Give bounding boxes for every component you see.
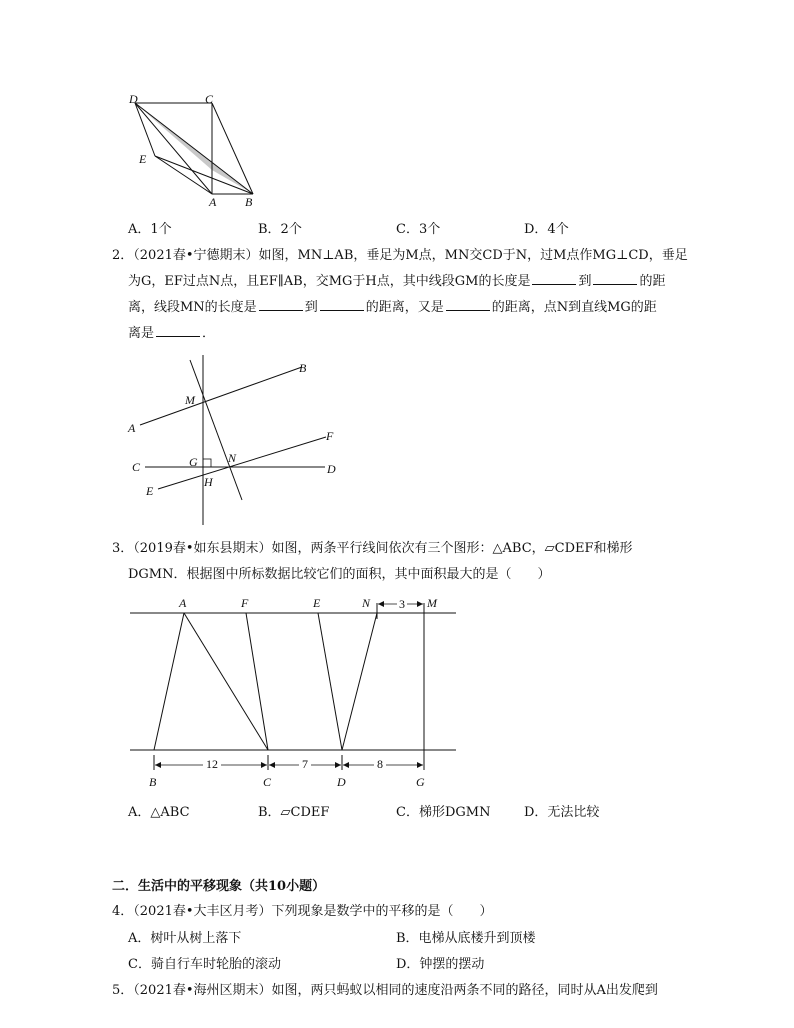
fig3-label-E: E bbox=[313, 596, 321, 610]
q3-option-c: C．梯形DGMN bbox=[396, 805, 491, 820]
fig2-label-N: N bbox=[228, 451, 237, 465]
fig1-label-E: E bbox=[139, 152, 147, 166]
fig3-label-B: B bbox=[149, 775, 157, 789]
q2-line-4 bbox=[128, 322, 215, 341]
q2-blank-3[interactable] bbox=[259, 298, 303, 311]
figure-3-diagram bbox=[130, 595, 460, 795]
fig3-label-D: D bbox=[337, 775, 346, 789]
fig2-label-D: D bbox=[327, 462, 336, 476]
q3-option-b: B．▱CDEF bbox=[258, 805, 330, 820]
fig3-label-N: N bbox=[362, 596, 371, 610]
q2-line-3 bbox=[128, 296, 657, 315]
q2-text-dist: 的距 bbox=[639, 274, 666, 289]
q1-option-a: A．1个 bbox=[128, 222, 172, 237]
fig3-label-A: A bbox=[179, 596, 187, 610]
q5-stem: 5．（2021春•海州区期末）如图，两只蚂蚁以相同的速度沿两条不同的路径，同时从A出发爬到 bbox=[112, 983, 658, 998]
q2-text-to: 到 bbox=[578, 274, 592, 289]
fig2-label-F: F bbox=[326, 429, 334, 443]
q1-option-c: C．3个 bbox=[396, 222, 441, 237]
fig2-label-A: A bbox=[128, 421, 136, 435]
fig3-measure-8: 8 bbox=[374, 757, 386, 772]
q4-option-c: C．骑自行车时轮胎的滚动 bbox=[128, 957, 281, 972]
q3-line-2: DGMN．根据图中所标数据比较它们的面积，其中面积最大的是（ ） bbox=[128, 567, 551, 582]
q4-option-a: A．树叶从树上落下 bbox=[128, 931, 242, 946]
q2-blank-5[interactable] bbox=[446, 298, 490, 311]
fig2-label-G: G bbox=[189, 455, 198, 469]
fig3-measure-12: 12 bbox=[203, 757, 221, 772]
figure-2-diagram bbox=[120, 355, 350, 530]
section-heading-2: 二．生活中的平移现象（共10小题） bbox=[112, 879, 326, 894]
q4-option-d: D．钟摆的摆动 bbox=[396, 957, 485, 972]
q2-text-mn: 离，线段MN的长度是 bbox=[128, 300, 257, 315]
fig3-measure-3: 3 bbox=[399, 597, 405, 611]
q2-text-also: 的距离，又是 bbox=[365, 300, 444, 315]
q4-stem: 4．（2021春•大丰区月考）下列现象是数学中的平移的是（ ） bbox=[112, 904, 493, 919]
q3-option-a: A．△ABC bbox=[128, 805, 190, 820]
fig3-measure-7: 7 bbox=[299, 757, 311, 772]
q2-line-1: 2．（2021春•宁德期末）如图，MN⊥AB，垂足为M点，MN交CD于N，过M点作MG⊥CD，垂足 bbox=[112, 248, 688, 263]
fig3-label-C: C bbox=[263, 775, 272, 789]
q3-option-d: D．无法比较 bbox=[524, 805, 600, 820]
q2-blank-4[interactable] bbox=[320, 298, 364, 311]
fig2-label-C: C bbox=[132, 460, 141, 474]
q2-blank-1[interactable] bbox=[532, 272, 576, 285]
q1-option-b: B．2个 bbox=[258, 222, 302, 237]
q2-text-is: 离是 bbox=[128, 326, 155, 341]
fig3-label-M: M bbox=[427, 596, 437, 610]
q2-line-2 bbox=[128, 270, 666, 289]
q2-text-n-mg: 的距离，点N到直线MG的距 bbox=[491, 300, 657, 315]
fig2-label-B: B bbox=[299, 361, 307, 375]
fig3-label-F: F bbox=[241, 596, 249, 610]
fig2-label-M: M bbox=[185, 393, 195, 407]
fig2-label-E: E bbox=[146, 484, 154, 498]
q2-blank-6[interactable] bbox=[156, 324, 200, 337]
fig1-label-D: D bbox=[129, 92, 138, 106]
q2-blank-2[interactable] bbox=[593, 272, 637, 285]
q3-line-1: 3．（2019春•如东县期末）如图，两条平行线间依次有三个图形：△ABC，▱CDEF和梯形 bbox=[112, 541, 633, 556]
fig2-label-H: H bbox=[204, 475, 213, 489]
fig3-label-G: G bbox=[416, 775, 425, 789]
q1-option-d: D．4个 bbox=[524, 222, 569, 237]
fig1-label-B: B bbox=[245, 195, 253, 209]
q2-text-to2: 到 bbox=[304, 300, 318, 315]
fig1-label-A: A bbox=[209, 195, 217, 209]
q2-text-gm: 为G，EF过点N点，且EF∥AB，交MG于H点，其中线段GM的长度是 bbox=[128, 274, 531, 289]
fig1-label-C: C bbox=[205, 92, 214, 106]
q2-text-period: ． bbox=[202, 326, 216, 341]
q4-option-b: B．电梯从底楼升到顶楼 bbox=[396, 931, 536, 946]
